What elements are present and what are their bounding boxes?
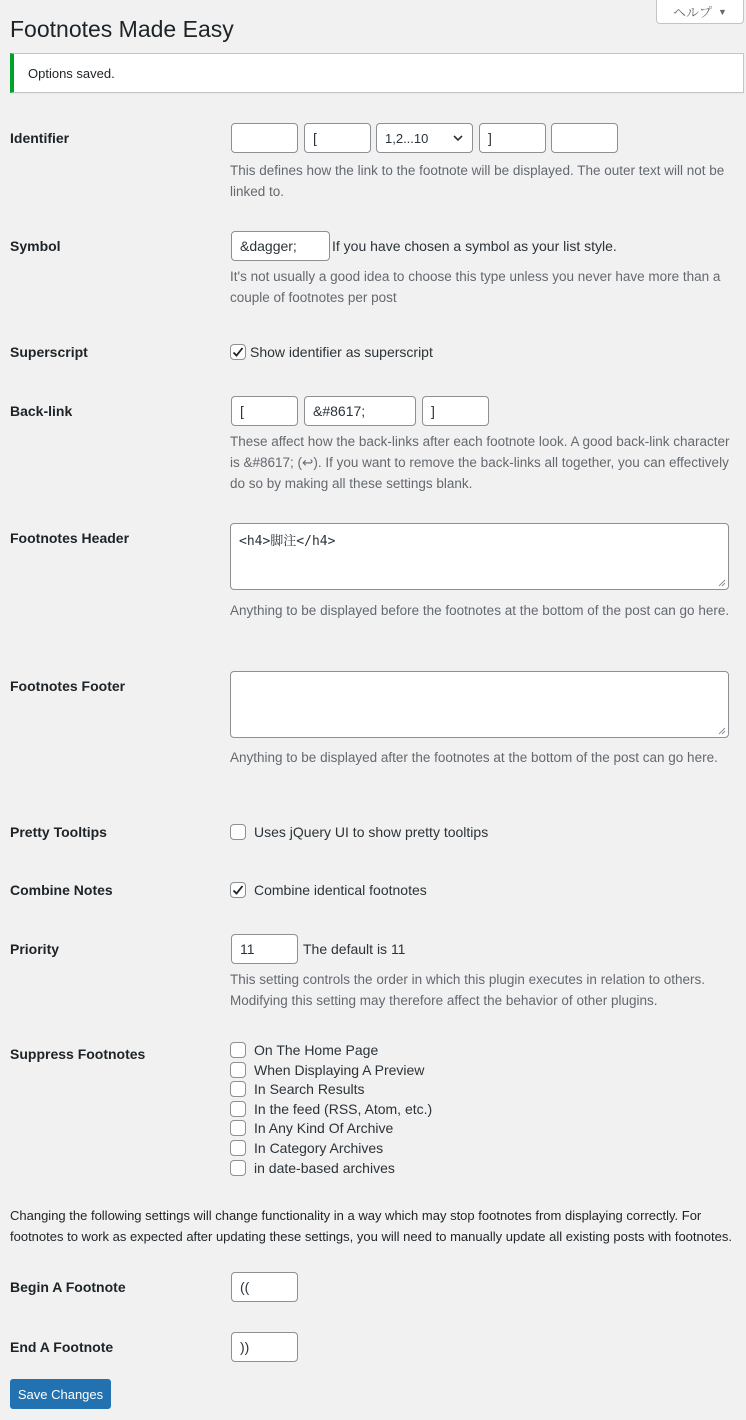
footnotes-header-label: Footnotes Header [10, 530, 130, 546]
footnotes-footer-textarea[interactable] [230, 671, 729, 738]
suppress-footnotes-label: Suppress Footnotes [10, 1046, 146, 1062]
identifier-before-inner-input[interactable]: [ [304, 123, 371, 153]
footnotes-footer-label: Footnotes Footer [10, 678, 126, 694]
back-link-symbol-input[interactable]: &#8617; [304, 396, 416, 426]
priority-label: Priority [10, 941, 60, 957]
suppress-option-checkbox[interactable] [230, 1160, 246, 1176]
suppress-option-label: When Displaying A Preview [254, 1061, 425, 1078]
suppress-option[interactable] [230, 1042, 378, 1058]
success-notice [10, 53, 744, 93]
resize-handle-icon[interactable] [718, 579, 726, 587]
symbol-input[interactable]: &dagger; [231, 231, 330, 261]
footnotes-header-value: <h4>脚注</h4> [239, 534, 336, 549]
settings-warning: Changing the following settings will change functionality in a way which may stop footnotes from displaying correctly. For footnotes to work as expected after updating these settings, you will need to manually update all existing posts with footnotes. [10, 1208, 732, 1244]
identifier-after-outer-input[interactable] [551, 123, 618, 153]
suppress-option-label: in date-based archives [254, 1159, 395, 1176]
caret-down-icon: ▼ [718, 6, 727, 17]
back-link-label: Back-link [10, 403, 73, 419]
superscript-checkbox[interactable] [230, 344, 246, 360]
suppress-option[interactable] [230, 1160, 395, 1176]
suppress-option-label: In the feed (RSS, Atom, etc.) [254, 1100, 433, 1117]
suppress-option-checkbox[interactable] [230, 1140, 246, 1156]
pretty-tooltips-label: Pretty Tooltips [10, 824, 107, 840]
back-link-description: These affect how the back-links after each footnote look. A good back-link character is &#8617; (↩). If you want to remove the back-links all together, you can effectively do so by making all these settings blank. [230, 434, 730, 491]
identifier-after-inner-input[interactable]: ] [479, 123, 546, 153]
suppress-option[interactable] [230, 1120, 393, 1136]
combine-notes-checkbox[interactable] [230, 882, 246, 898]
identifier-description: This defines how the link to the footnote will be displayed. The outer text will not be linked to. [230, 163, 725, 199]
superscript-option-label: Show identifier as superscript [250, 344, 433, 360]
checkmark-icon [231, 883, 245, 897]
priority-description: This setting controls the order in which this plugin executes in relation to others. Modifying this setting may therefore affect the behavior of other plugins. [230, 972, 705, 1008]
chevron-down-icon [452, 132, 464, 144]
symbol-label: Symbol [10, 238, 61, 254]
combine-notes-option[interactable] [230, 882, 427, 898]
footnotes-header-textarea[interactable] [230, 523, 729, 590]
pretty-tooltips-checkbox[interactable] [230, 824, 246, 840]
resize-handle-icon[interactable] [718, 727, 726, 735]
checkmark-icon [231, 345, 245, 359]
combine-notes-option-label: Combine identical footnotes [254, 882, 427, 898]
combine-notes-label: Combine Notes [10, 882, 113, 898]
suppress-option-checkbox[interactable] [230, 1042, 246, 1058]
save-changes-button[interactable]: Save Changes [10, 1379, 111, 1409]
notice-message: Options saved. [28, 65, 115, 81]
identifier-before-outer-input[interactable] [231, 123, 298, 153]
back-link-before-input[interactable]: [ [231, 396, 298, 426]
priority-inline-note: The default is 11 [303, 941, 406, 957]
suppress-option-checkbox[interactable] [230, 1120, 246, 1136]
suppress-option-checkbox[interactable] [230, 1081, 246, 1097]
begin-footnote-label: Begin A Footnote [10, 1279, 126, 1295]
end-footnote-label: End A Footnote [10, 1339, 114, 1355]
footnotes-header-description: Anything to be displayed before the footnotes at the bottom of the post can go here. [230, 603, 730, 618]
back-link-after-input[interactable]: ] [422, 396, 489, 426]
suppress-option[interactable] [230, 1140, 383, 1156]
help-tab-label: ヘルプ [673, 5, 713, 20]
end-footnote-input[interactable]: )) [231, 1332, 298, 1362]
priority-input[interactable]: 11 [231, 934, 298, 964]
superscript-option[interactable] [230, 344, 433, 360]
identifier-style-value: 1,2...10 [385, 130, 429, 146]
suppress-option-label: In Category Archives [254, 1140, 384, 1156]
suppress-option-label: On The Home Page [254, 1042, 379, 1058]
superscript-label: Superscript [10, 344, 88, 360]
suppress-option[interactable] [230, 1062, 424, 1078]
suppress-option-label: In Any Kind Of Archive [254, 1120, 394, 1137]
suppress-option[interactable] [230, 1081, 365, 1097]
help-tab[interactable] [656, 0, 744, 24]
suppress-option[interactable] [230, 1101, 432, 1117]
symbol-description: It's not usually a good idea to choose this type unless you never have more than a couple of footnotes per post [230, 269, 721, 305]
page-title: Footnotes Made Easy [10, 16, 234, 42]
pretty-tooltips-option[interactable] [230, 824, 488, 840]
suppress-option-checkbox[interactable] [230, 1062, 246, 1078]
identifier-label: Identifier [10, 130, 70, 146]
suppress-option-checkbox[interactable] [230, 1101, 246, 1117]
begin-footnote-input[interactable]: (( [231, 1272, 298, 1302]
symbol-inline-note: If you have chosen a symbol as your list style. [332, 238, 617, 254]
suppress-option-label: In Search Results [254, 1081, 365, 1098]
pretty-tooltips-option-label: Uses jQuery UI to show pretty tooltips [254, 824, 489, 840]
footnotes-footer-description: Anything to be displayed after the footnotes at the bottom of the post can go here. [230, 750, 718, 765]
identifier-style-select[interactable] [376, 123, 473, 153]
